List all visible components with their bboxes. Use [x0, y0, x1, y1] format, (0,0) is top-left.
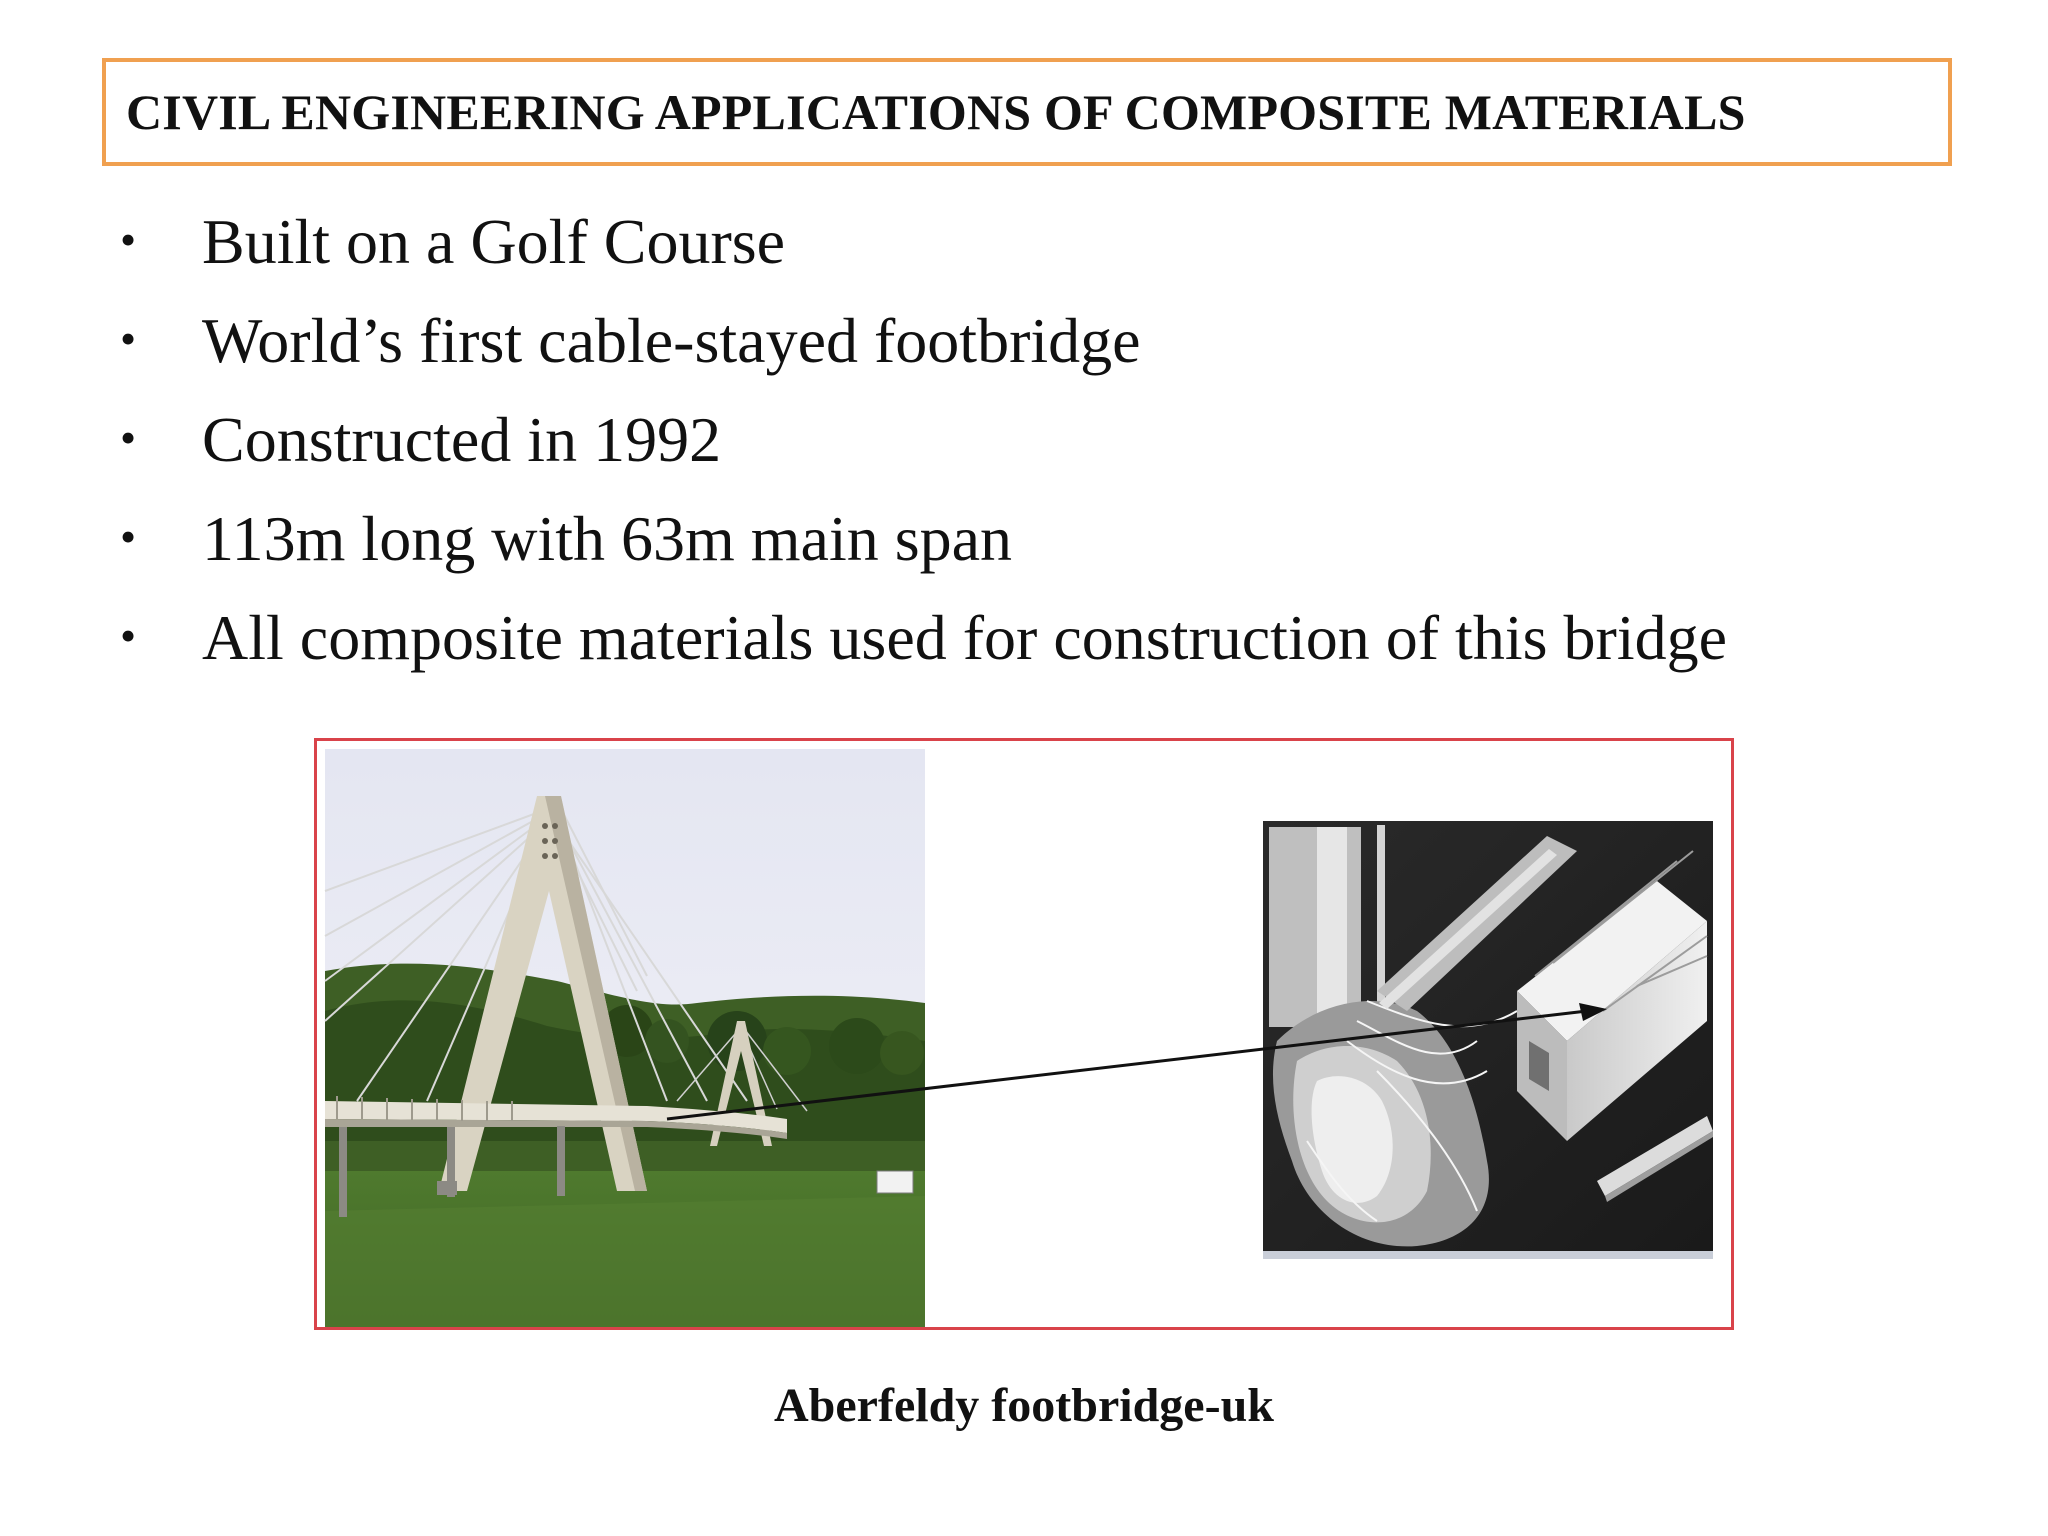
- bullet-text: Constructed in 1992: [202, 404, 722, 475]
- bullet-dot: •: [120, 511, 137, 562]
- bullet-text: Built on a Golf Course: [202, 206, 786, 277]
- slide-title: CIVIL ENGINEERING APPLICATIONS OF COMPOSITE MATERIALS: [126, 84, 1746, 140]
- bullet-list: [120, 205, 1980, 700]
- title-box: [102, 58, 1952, 166]
- figure-frame: [314, 738, 1734, 1330]
- bullet-text: 113m long with 63m main span: [202, 503, 1013, 574]
- bullet-text: All composite materials used for construction of this bridge: [202, 602, 1727, 673]
- bullet-text: World’s first cable-stayed footbridge: [202, 305, 1141, 376]
- bullet-dot: •: [120, 610, 137, 661]
- figure-illustration: [317, 741, 1731, 1327]
- figure-caption: Aberfeldy footbridge-uk: [774, 1379, 1274, 1432]
- bullet-item: [120, 601, 1980, 700]
- bullet-dot: •: [120, 214, 137, 265]
- bullet-item: [120, 304, 1980, 403]
- bullet-dot: •: [120, 313, 137, 364]
- bullet-dot: •: [120, 412, 137, 463]
- bridge-photo: [325, 749, 929, 1327]
- bullet-item: [120, 502, 1980, 601]
- bullet-item: [120, 205, 1980, 304]
- bullet-item: [120, 403, 1980, 502]
